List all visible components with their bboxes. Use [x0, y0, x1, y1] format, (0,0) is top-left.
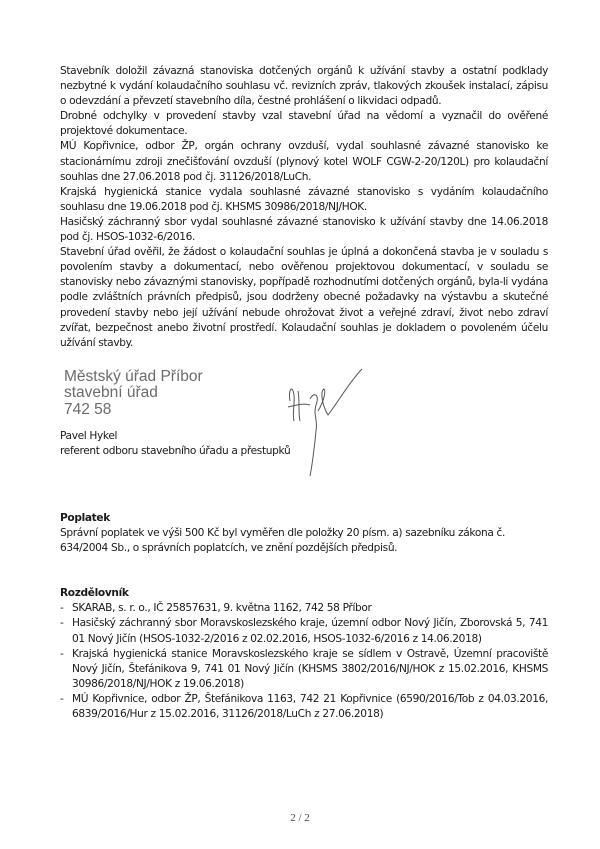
fee-section	[60, 511, 548, 556]
stamp-department: stavební úřad	[64, 384, 158, 402]
distribution-list	[60, 601, 548, 722]
paragraph-verification: Stavební úřad ověřil, že žádost o kolaudační souhlas je úplná a dokončená stavba je v souladu s povolením stavby a dokumentací, nebo ověřenou projektovou dokumentací, v souladu se stanovisky nebo závaznými stanovisky, popřípadě rozhodnutími dotčených orgánů, byla-li vydána podle zvláštních právních předpisů, jsou dodrženy obecné požadavky na výstavbu a skutečné provedení stavby nebo její užívání nebude ohrožovat život a veřejné zdraví, život nebo zdraví zvířat, bezpečnost anebo životní prostředí. Kolaudační souhlas je dokladem o povoleném účelu užívání stavby.	[60, 246, 548, 349]
paragraph-hygiene-station: Krajská hygienická stanice vydala souhlasné závazné stanovisko s vydáním kolaudačního souhlasu dne 19.06.2018 pod čj. KHSMS 30986/2018/NJ/HOK.	[60, 185, 548, 213]
signer-name: Pavel Hykel	[60, 429, 118, 442]
fee-heading: Poplatek	[60, 511, 110, 524]
list-bullet: -	[60, 602, 64, 615]
paragraph-fire-rescue: Hasičský záchranný sbor vydal souhlasné závazné stanovisko k užívání stavby dne 14.06.2018 pod čj. HSOS-1032-6/2016.	[60, 215, 548, 244]
distribution-item-text: SKARAB, s. r. o., IČ 25857631, 9. května 1162, 742 58 Příbor	[72, 602, 372, 615]
distribution-section	[60, 586, 548, 722]
list-bullet: -	[60, 647, 64, 660]
paragraph-air-protection: MÚ Kopřivnice, odbor ŽP, orgán ochrany ovzduší, vydal souhlasné závazné stanovisko ke stacionárnímu zdroji znečišťování ovzduší (plynový kotel WOLF CGW-2-20/120L) pro kolaudační souhlas dne 27.06.2018 pod čj. 31126/2018/LuCh.	[60, 140, 548, 183]
distribution-item	[60, 616, 548, 646]
distribution-item-text: MÚ Kopřivnice, odbor ŽP, Štefánikova 1163, 742 21 Kopřivnice (6590/2016/Tob z 04.03.2016, 6839/2016/Hur z 15.02.2016, 31126/2018/LuCh z 27.06.2018)	[72, 692, 548, 720]
list-bullet: -	[60, 692, 64, 705]
distribution-item	[60, 601, 548, 616]
list-bullet: -	[60, 617, 64, 630]
document-body	[60, 64, 548, 722]
handwritten-signature	[280, 361, 370, 481]
paragraph-minor-deviations: Drobné odchylky v provedení stavby vzal stavební úřad na vědomí a vyznačil do ověřené projektové dokumentace.	[60, 110, 548, 138]
distribution-item-text: Hasičský záchranný sbor Moravskoslezského kraje, územní odbor Nový Jičín, Zborovská 5, 741 01 Nový Jičín (HSOS-1032-2/2016 z 02.02.2016, HSOS-1032-6/2016 z 14.06.2018)	[72, 617, 548, 645]
signer-title: referent odboru stavebního úřadu a přestupků	[60, 444, 291, 457]
fee-text: Správní poplatek ve výši 500 Kč byl vyměřen dle položky 20 písm. a) sazebníku zákona č. 634/2004 Sb., o správních poplatcích, ve znění pozdějších předpisů.	[60, 527, 505, 555]
page-number: 2 / 2	[290, 812, 310, 824]
distribution-item	[60, 647, 548, 692]
distribution-item-text: Krajská hygienická stanice Moravskoslezského kraje se sídlem v Ostravě, Územní pracoviště Nový Jičín, Štefánikova 9, 741 01 Nový Jičín (KHSMS 3802/2016/NJ/HOK z 15.02.2016, KHSMS 30986/2018/NJ/HOK z 19.06.2018)	[72, 647, 548, 690]
stamp-postal-code: 742 58	[64, 400, 112, 418]
paragraph-supporting-documents: Stavebník doložil závazná stanoviska dotčených orgánů k užívání stavby a ostatní podklady nezbytné k vydání kolaudačního souhlasu vč. revizních zpráv, tlakových zkoušek instalací, zápisu o odevzdání a převzetí stavebního díla, čestné prohlášení o likvidaci odpadů.	[60, 65, 548, 108]
distribution-item	[60, 692, 548, 722]
distribution-heading: Rozdělovník	[60, 587, 129, 600]
office-stamp	[60, 369, 548, 427]
stamp-office-name: Městský úřad Příbor	[64, 367, 203, 385]
